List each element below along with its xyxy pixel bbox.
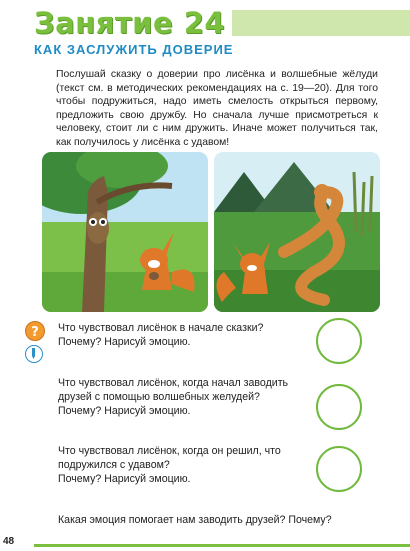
svg-text:?: ?: [31, 325, 39, 340]
question-2-line-1: Что чувствовал лисёнок, когда начал заводить: [58, 377, 289, 389]
question-2-line-2: друзей с помощью волшебных желудей?: [58, 391, 260, 403]
answer-circle-3[interactable]: [316, 446, 362, 492]
question-1-line-1: Что чувствовал лисёнок в начале сказки?: [58, 322, 264, 334]
question-1-line-2: Почему? Нарисуй эмоцию.: [58, 336, 191, 348]
answer-circle-2[interactable]: [316, 384, 362, 430]
question-3: [58, 444, 298, 486]
bottom-rule: [34, 544, 410, 547]
question-2: [58, 376, 298, 418]
lesson-subtitle: КАК ЗАСЛУЖИТЬ ДОВЕРИЕ: [34, 42, 234, 57]
question-3-line-1: Что чувствовал лисёнок, когда он решил, что: [58, 445, 281, 457]
question-3-line-3: Почему? Нарисуй эмоцию.: [58, 473, 191, 485]
question-3-line-2: подружился с удавом?: [58, 459, 170, 471]
question-mark-icon: [25, 321, 45, 341]
answer-circle-1[interactable]: [316, 318, 362, 364]
final-question: Какая эмоция помогает нам заводить друзей? Почему?: [58, 514, 332, 526]
question-1: [58, 321, 298, 349]
intro-text: Послушай сказку о доверии про лисёнка и волшебные жёлуди (текст см. в методических рекомендациях на с. 19—20). Для того чтобы подружиться, надо иметь смелость открыться первому, предложить свою дружбу. Но сначала лучше присмотреться к человеку, стоит ли с ним дружить. Иначе может получиться так, как получилось у лисёнка с удавом!: [56, 69, 378, 148]
lesson-title: Занятие 24: [34, 6, 226, 40]
pencil-icon: [25, 345, 43, 363]
title-bar: [232, 10, 410, 36]
question-2-line-3: Почему? Нарисуй эмоцию.: [58, 405, 191, 417]
page-number: 48: [3, 536, 15, 547]
illustration-fox-owl: [42, 152, 208, 312]
illustration-fox-snake: [214, 152, 380, 312]
